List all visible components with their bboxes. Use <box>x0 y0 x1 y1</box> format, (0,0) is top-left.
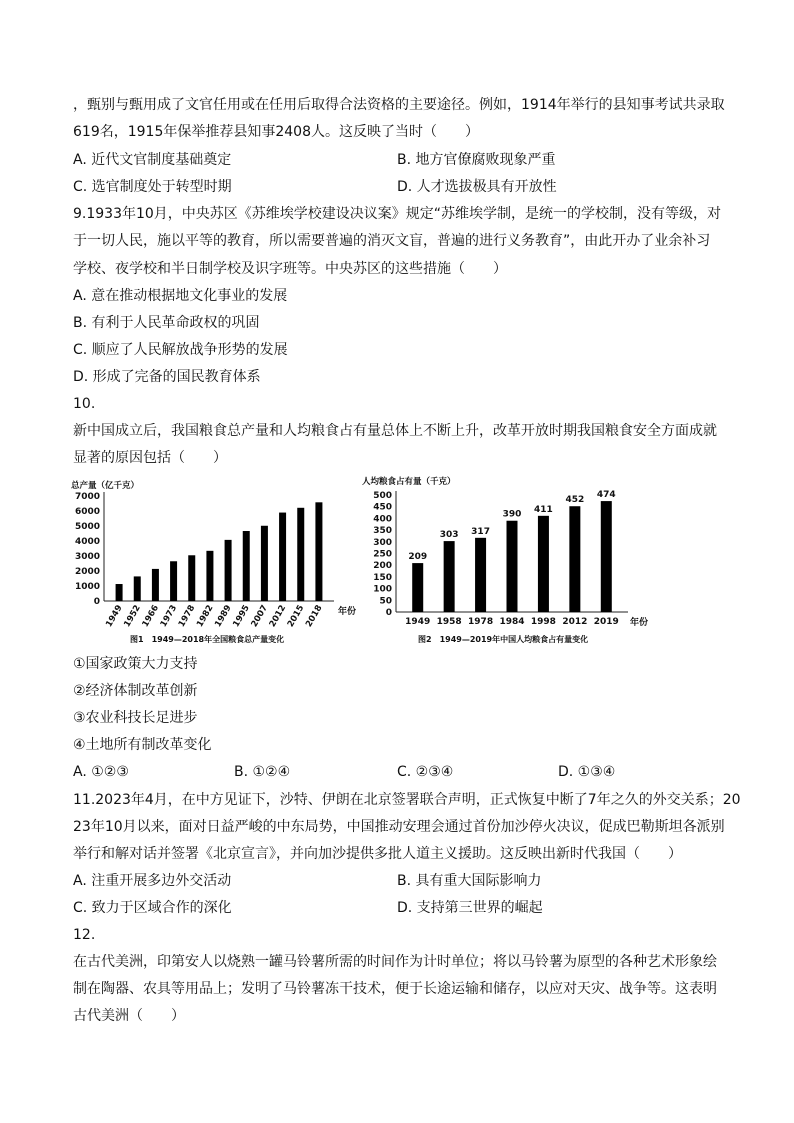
x-tick-label: 1989 <box>213 603 234 630</box>
chart-xlabel: 年份 <box>630 618 649 628</box>
q9-text-line-2: 于一切人民，施以平等的教育，所以需要普遍的消灭文盲，普遍的进行义务教育”，由此开办了业余补习 <box>73 233 711 249</box>
q11-text-line-3: 举行和解对话并签署《北京宣言》，并向加沙提供多批人道主义援助。这反映出新时代我国（ ） <box>73 846 682 862</box>
q11-text-line-2: 23年10月以来，面对日益严峻的中东局势，中国推动安理会通过首份加沙停火决议，促成巴勒斯坦各派别 <box>73 819 725 835</box>
q10-option-a[interactable]: A. ①②③ <box>73 764 129 780</box>
q12-text-line-2: 制在陶器、农具等用品上；发明了马铃薯冻干技术，便于长途运输和储存，以应对天灾、战争等。这表明 <box>73 981 717 997</box>
x-tick-label: 1982 <box>195 603 216 630</box>
bar <box>569 506 580 612</box>
data-label: 411 <box>534 504 553 515</box>
y-tick-label: 0 <box>385 608 392 618</box>
data-label: 452 <box>565 495 585 506</box>
x-tick-label: 2007 <box>249 603 271 630</box>
chart-total-grain-output <box>70 478 370 648</box>
bar <box>261 526 268 601</box>
q11-option-b[interactable]: B. 具有重大国际影响力 <box>397 873 542 889</box>
bar <box>188 555 195 601</box>
q8-option-a[interactable]: A. 近代文官制度基础奠定 <box>73 152 232 168</box>
q10-text-line-1: 新中国成立后，我国粮食总产量和人均粮食占有量总体上不断上升，改革开放时期我国粮食安全方面成就 <box>73 423 717 439</box>
q10-text-line-2: 显著的原因包括（ ） <box>73 450 227 466</box>
chart-per-capita-grain <box>360 474 660 648</box>
q8-option-d[interactable]: D. 人才选拔极具有开放性 <box>397 179 557 195</box>
y-tick-label: 400 <box>373 514 392 525</box>
x-tick-label: 2019 <box>593 617 619 627</box>
y-tick-label: 500 <box>373 491 392 501</box>
q12-number: 12. <box>73 927 96 943</box>
y-tick-label: 5000 <box>74 522 100 532</box>
bar <box>297 508 304 601</box>
x-tick-label: 1966 <box>140 603 162 630</box>
x-tick-label: 1973 <box>158 603 180 630</box>
data-label: 209 <box>408 552 428 563</box>
bar <box>206 551 213 601</box>
x-tick-label: 1995 <box>231 603 252 630</box>
q10-item-2: ②经济体制改革创新 <box>73 683 198 699</box>
q12-text-line-1: 在古代美洲，印第安人以烧熟一罐马铃薯所需的时间作为计时单位；将以马铃薯为原型的各种艺术形象绘 <box>73 954 717 970</box>
data-label: 390 <box>502 509 522 520</box>
y-tick-label: 1000 <box>74 582 100 592</box>
q9-option-a[interactable]: A. 意在推动根据地文化事业的发展 <box>73 288 288 304</box>
bar <box>412 563 423 612</box>
bar <box>538 516 549 612</box>
bar <box>475 538 486 612</box>
data-label: 474 <box>596 490 616 501</box>
x-tick-label: 1978 <box>176 603 198 630</box>
y-tick-label: 0 <box>93 597 100 607</box>
chart-ylabel: 总产量（亿千克） <box>71 481 140 491</box>
x-tick-label: 1949 <box>104 603 125 630</box>
y-tick-label: 6000 <box>74 507 100 517</box>
y-tick-label: 7000 <box>74 492 100 502</box>
x-tick-label: 2012 <box>562 617 588 627</box>
x-tick-label: 2012 <box>267 603 289 630</box>
q9-text-line-1: 9.1933年10月，中央苏区《苏维埃学校建设决议案》规定“苏维埃学制，是统一的学校制，没有等级，对 <box>73 206 722 222</box>
y-tick-label: 100 <box>373 584 392 595</box>
bar <box>507 521 518 612</box>
data-label: 303 <box>439 530 459 541</box>
x-tick-label: 1984 <box>499 617 525 627</box>
y-tick-label: 4000 <box>74 537 100 547</box>
q10-option-b[interactable]: B. ①②④ <box>234 764 291 780</box>
q8-option-c[interactable]: C. 选官制度处于转型时期 <box>73 179 232 195</box>
chart-xlabel: 年份 <box>338 607 357 617</box>
q11-option-d[interactable]: D. 支持第三世界的崛起 <box>397 900 543 916</box>
data-label: 317 <box>471 526 490 537</box>
bar <box>601 501 612 612</box>
y-tick-label: 50 <box>379 596 392 607</box>
y-tick-label: 300 <box>373 537 392 548</box>
x-tick-label: 1958 <box>436 617 462 627</box>
x-tick-label: 2015 <box>285 603 307 630</box>
x-tick-label: 1952 <box>122 603 143 630</box>
q12-text-line-3: 古代美洲（ ） <box>73 1008 185 1024</box>
q11-option-c[interactable]: C. 致力于区域合作的深化 <box>73 900 232 916</box>
bar <box>225 540 232 601</box>
q10-item-4: ④土地所有制改革变化 <box>73 737 212 753</box>
q10-option-c[interactable]: C. ②③④ <box>397 764 454 780</box>
q10-option-d[interactable]: D. ①③④ <box>558 764 616 780</box>
bar <box>152 569 159 601</box>
y-tick-label: 450 <box>373 502 392 513</box>
y-tick-label: 2000 <box>74 567 100 577</box>
chart-caption: 图2 1949—2019年中国人均粮食占有量变化 <box>418 635 589 644</box>
bar <box>170 561 177 601</box>
bar <box>279 513 286 601</box>
x-tick-label: 1998 <box>530 617 556 627</box>
y-tick-label: 250 <box>373 549 392 560</box>
q11-text-line-1: 11.2023年4月，在中方见证下，沙特、伊朗在北京签署联合声明，正式恢复中断了7年之久的外交关系；20 <box>73 792 741 808</box>
bar <box>315 502 322 601</box>
chart-ylabel: 人均粮食占有量（千克） <box>362 477 456 487</box>
x-tick-label: 1978 <box>468 617 494 627</box>
q9-text-line-3: 学校、夜学校和半日制学校及识字班等。中央苏区的这些措施（ ） <box>73 261 507 277</box>
bar <box>116 584 123 601</box>
q10-item-1: ①国家政策大力支持 <box>73 656 198 672</box>
q9-option-d[interactable]: D. 形成了完备的国民教育体系 <box>73 369 261 385</box>
y-tick-label: 350 <box>373 526 392 537</box>
q8-text-line-2: 619名，1915年保举推荐县知事2408人。这反映了当时（ ） <box>73 124 479 140</box>
q9-option-c[interactable]: C. 顺应了人民解放战争形势的发展 <box>73 342 288 358</box>
bar <box>243 531 250 601</box>
x-tick-label: 2018 <box>304 603 325 630</box>
chart-caption: 图1 1949—2018年全国粮食总产量变化 <box>130 635 285 644</box>
y-tick-label: 150 <box>373 572 392 583</box>
q9-option-b[interactable]: B. 有利于人民革命政权的巩固 <box>73 315 260 331</box>
bar <box>134 576 141 601</box>
y-tick-label: 3000 <box>74 552 100 562</box>
q8-option-b[interactable]: B. 地方官僚腐败现象严重 <box>397 152 556 168</box>
q11-option-a[interactable]: A. 注重开展多边外交活动 <box>73 873 232 889</box>
bar <box>444 541 455 612</box>
q10-item-3: ③农业科技长足进步 <box>73 710 198 726</box>
q8-text-line-1: ，甄别与甄用成了文官任用或在任用后取得合法资格的主要途径。例如，1914年举行的县知事考试共录取 <box>73 97 725 113</box>
q10-number: 10. <box>73 396 96 412</box>
x-tick-label: 1949 <box>405 617 431 627</box>
y-tick-label: 200 <box>373 561 392 572</box>
